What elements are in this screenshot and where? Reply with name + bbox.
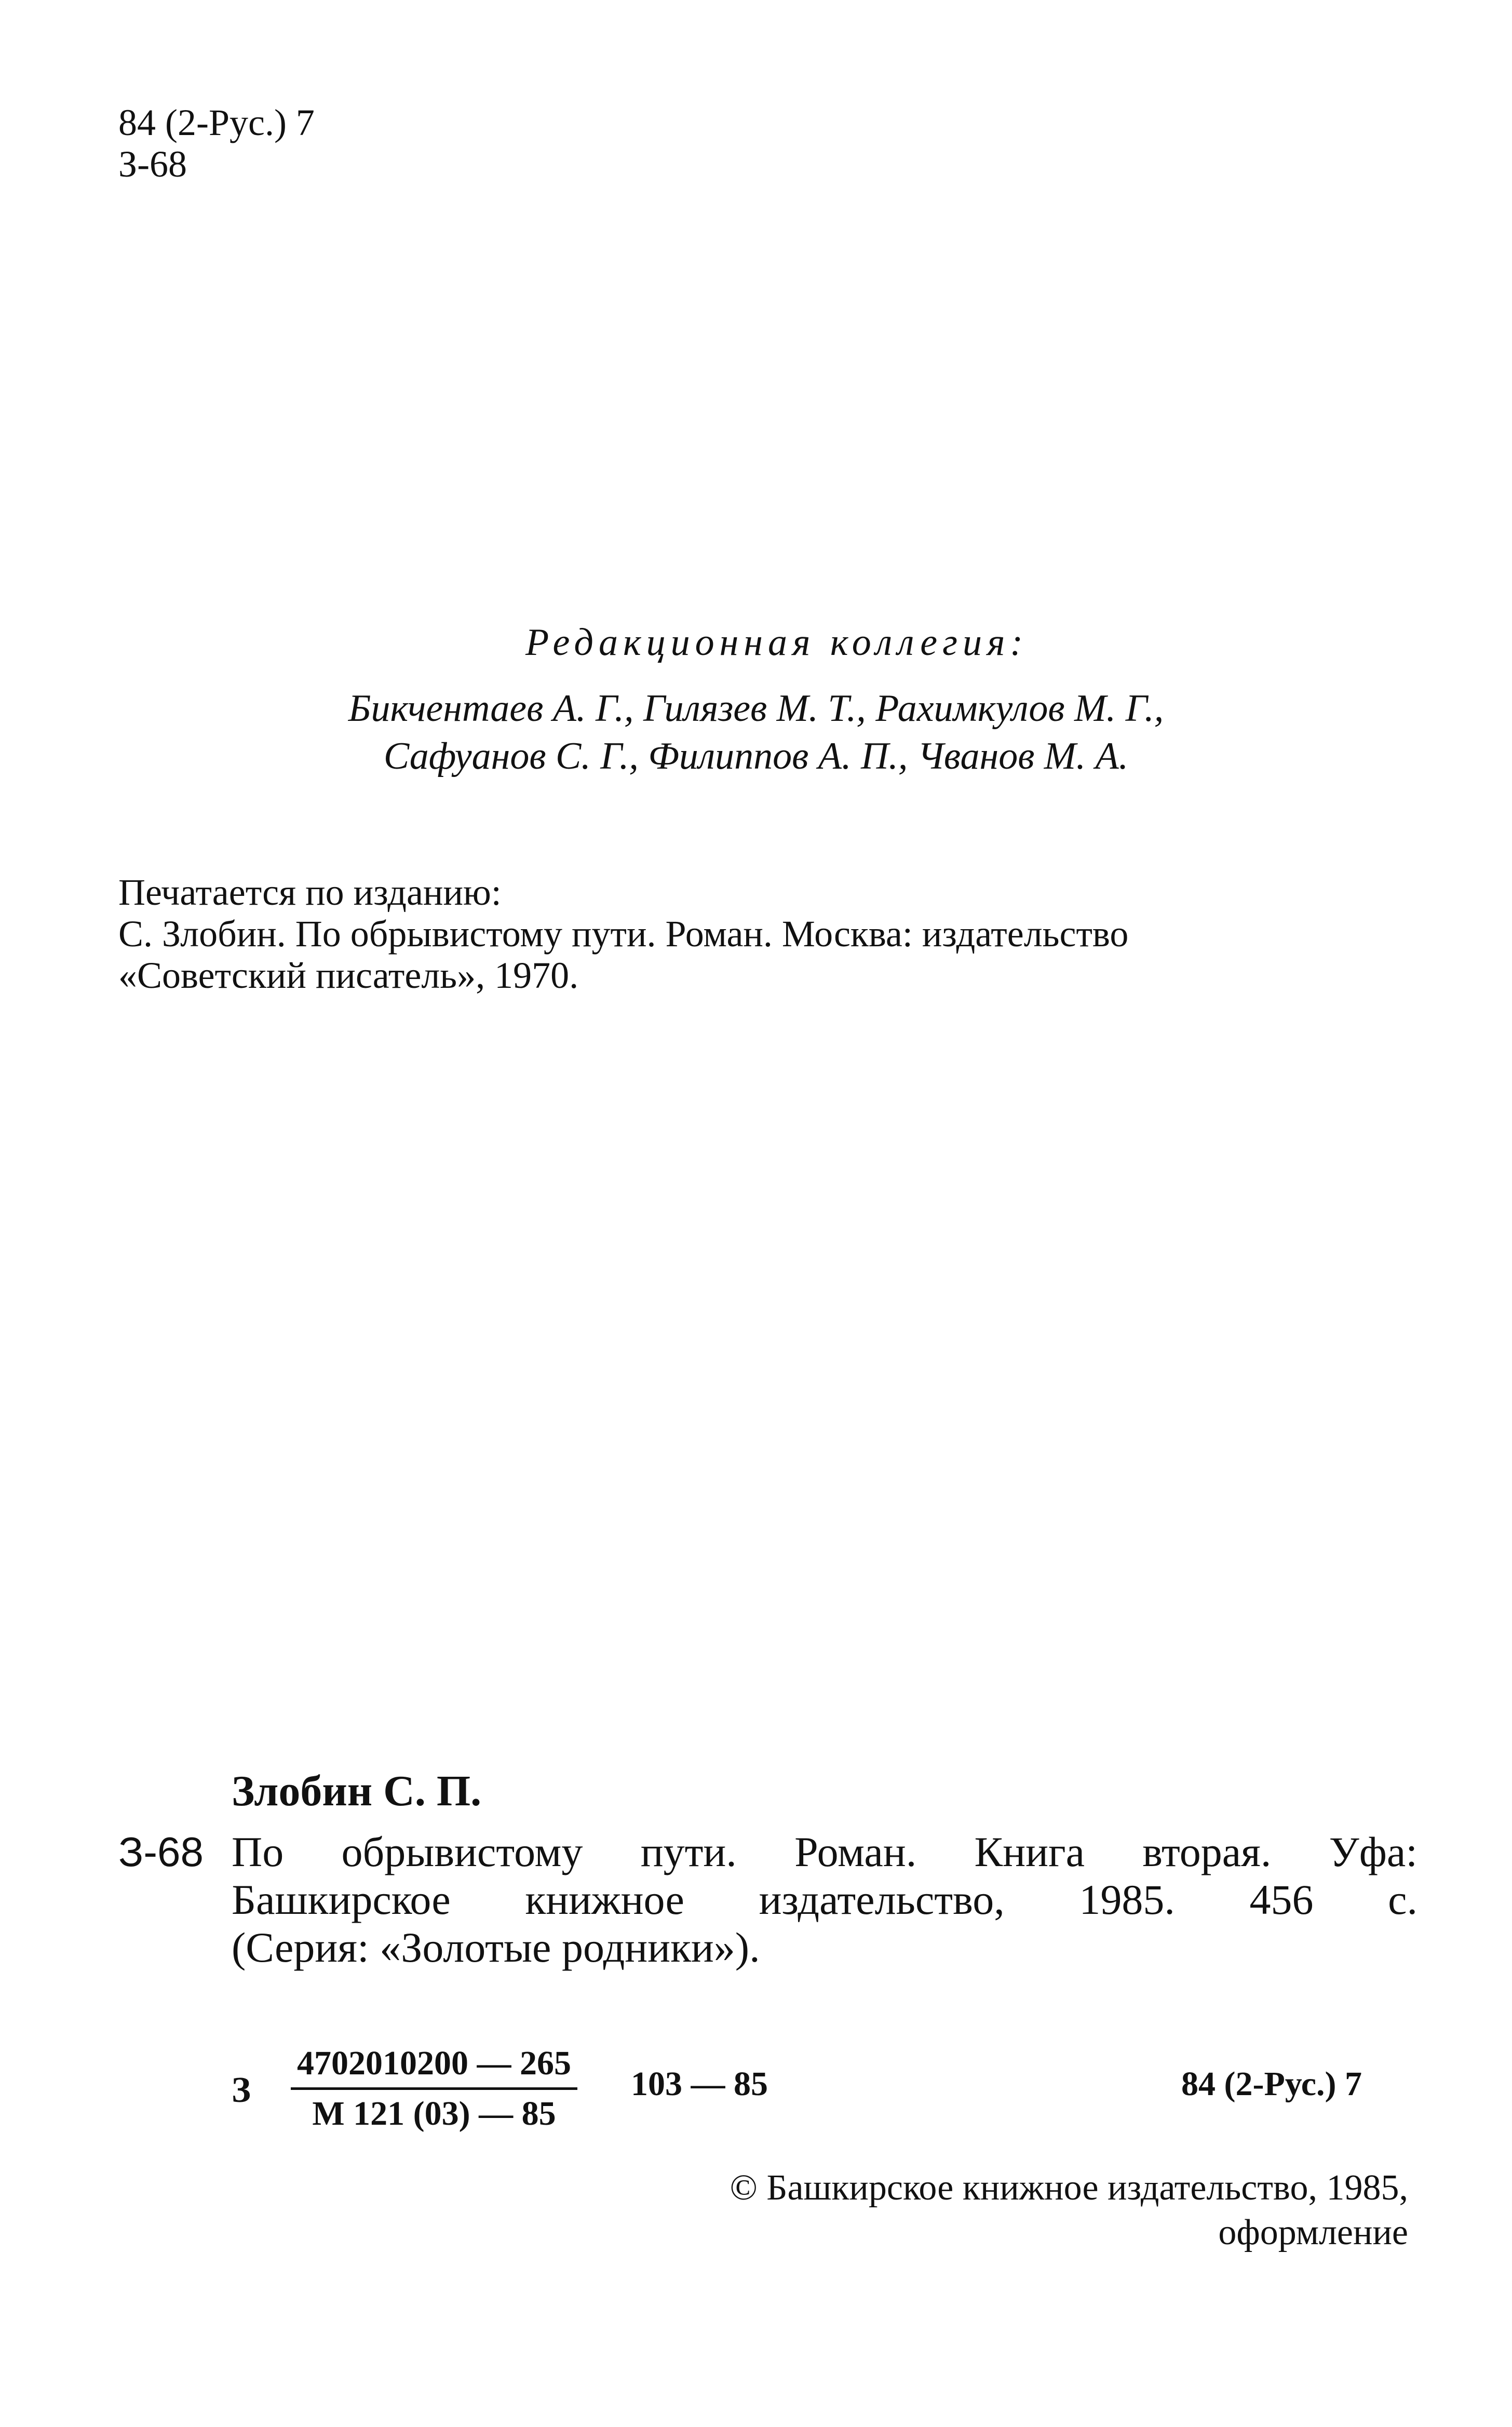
- copyright-line: © Башкирское книжное издательство, 1985,: [730, 2168, 1408, 2208]
- reprint-label: Печатается по изданию:: [118, 871, 502, 913]
- editorial-board-members: [0, 685, 1512, 780]
- catalog-letter: З: [232, 2070, 251, 2110]
- bibliographic-line: (Серия: «Золотые родники»).: [232, 1924, 760, 1971]
- bibliographic-line: Башкирское книжное издательство, 1985. 456 с.: [232, 1876, 1418, 1923]
- copyright-notice: [730, 2166, 1408, 2255]
- bibliographic-description: [232, 1828, 1418, 1972]
- catalog-denominator: М 121 (03) — 85: [312, 2095, 556, 2133]
- editorial-board-heading: Редакционная коллегия:: [525, 621, 1028, 664]
- bibliographic-line: По обрывистому пути. Роман. Книга вторая. Уфа:: [232, 1828, 1418, 1875]
- reprint-source-line: С. Злобин. По обрывистому пути. Роман. Москва: издательство: [118, 913, 1129, 955]
- copyright-line: оформление: [1218, 2213, 1408, 2252]
- reprint-note: [118, 871, 1128, 996]
- author-mark: З-68: [118, 143, 187, 185]
- reprint-source-line: «Советский писатель», 1970.: [118, 955, 579, 996]
- classification-index: 84 (2-Рус.) 7: [118, 102, 315, 143]
- catalog-order-number: 103 — 85: [631, 2065, 768, 2103]
- catalog-fraction: [291, 2044, 577, 2134]
- catalog-classification: 84 (2-Рус.) 7: [1181, 2065, 1362, 2103]
- book-author: Злобин С. П.: [232, 1767, 482, 1815]
- board-members-line: Бикчентаев А. Г., Гилязев М. Т., Рахимкулов М. Г.,: [348, 687, 1164, 730]
- bibliographic-code: З-68: [118, 1829, 204, 1875]
- classification-block: [118, 102, 315, 185]
- board-members-line: Сафуанов С. Г., Филиппов А. П., Чванов М. А.: [383, 735, 1129, 777]
- catalog-numerator: 4702010200 — 265: [291, 2044, 577, 2090]
